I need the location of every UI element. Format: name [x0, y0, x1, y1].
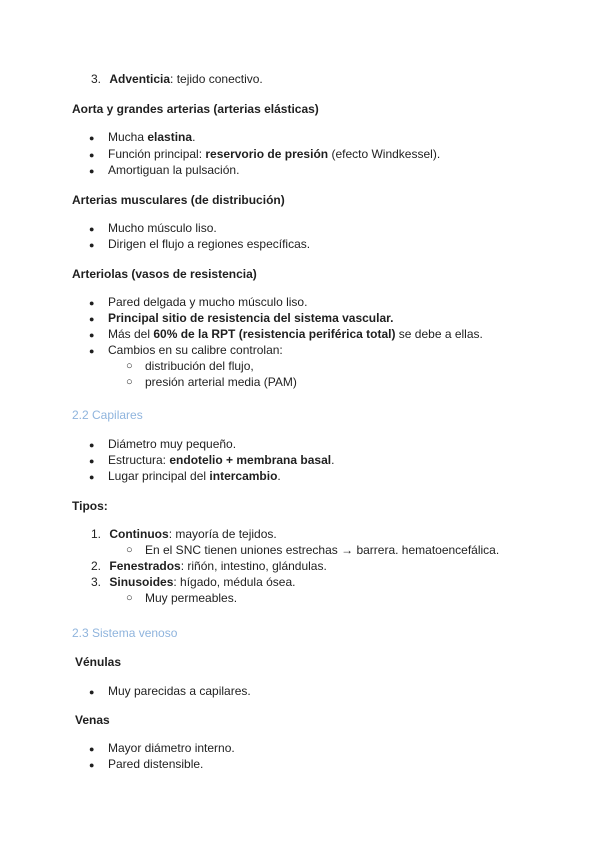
list-item: ● Dirigen el flujo a regiones específicas. — [89, 237, 311, 251]
bullet-icon: ● — [89, 240, 95, 250]
sub-list-item: ○ distribución del flujo, — [126, 359, 254, 373]
list-item-adventicia — [91, 72, 263, 86]
list-item: ● Pared delgada y mucho músculo liso. — [89, 295, 308, 309]
bullet-icon: ● — [89, 314, 95, 324]
list-item: ● Más del 60% de la RPT (resistencia periférica total) se debe a ellas. — [89, 327, 483, 341]
list-item: ● Mucho músculo liso. — [89, 221, 217, 235]
sub-list-item: ○ presión arterial media (PAM) — [126, 375, 297, 389]
item-text: : tejido conectivo. — [170, 72, 263, 86]
term-bold: Adventicia — [109, 72, 171, 86]
list-item: ● Mayor diámetro interno. — [89, 741, 235, 755]
section-heading-capilares: 2.2 Capilares — [72, 408, 143, 422]
heading-arteriolas: Arteriolas (vasos de resistencia) — [72, 267, 257, 281]
bullet-icon: ● — [89, 760, 95, 770]
sub-list-item: ○ En el SNC tienen uniones estrechas → barrera. hematoencefálica. — [126, 543, 500, 557]
heading-venulas: Vénulas — [75, 655, 122, 669]
sub-list-item: ○ Muy permeables. — [126, 591, 238, 605]
bullet-icon: ● — [89, 224, 95, 234]
list-item: ● Lugar principal del intercambio. — [89, 469, 281, 483]
heading-arterias-musculares: Arterias musculares (de distribución) — [72, 193, 285, 207]
list-item-continuos: 1. Continuos: mayoría de tejidos. — [91, 527, 277, 541]
list-item: ● Amortiguan la pulsación. — [89, 163, 240, 177]
list-item: ● Estructura: endotelio + membrana basal. — [89, 453, 335, 467]
bullet-icon: ● — [89, 440, 95, 450]
circle-bullet-icon: ○ — [126, 544, 133, 556]
list-item: ● Pared distensible. — [89, 757, 204, 771]
bullet-icon: ● — [89, 472, 95, 482]
bullet-icon: ● — [89, 744, 95, 754]
section-heading-sistema-venoso: 2.3 Sistema venoso — [72, 626, 178, 640]
bullet-icon: ● — [89, 456, 95, 466]
bullet-icon: ● — [89, 346, 95, 356]
list-item: ● Principal sitio de resistencia del sistema vascular. — [89, 311, 394, 325]
list-item: ● Diámetro muy pequeño. — [89, 437, 237, 451]
circle-bullet-icon: ○ — [126, 592, 133, 604]
bullet-icon: ● — [89, 150, 95, 160]
circle-bullet-icon: ○ — [126, 376, 133, 388]
list-item: ● Muy parecidas a capilares. — [89, 684, 251, 698]
bullet-icon: ● — [89, 330, 95, 340]
bullet-icon: ● — [89, 687, 95, 697]
list-item-fenestrados: 2. Fenestrados: riñón, intestino, glándulas. — [91, 559, 327, 573]
heading-aorta: Aorta y grandes arterias (arterias elásticas) — [72, 102, 319, 116]
list-item-sinusoides: 3. Sinusoides: hígado, médula ósea. — [91, 575, 296, 589]
heading-venas: Venas — [75, 713, 110, 727]
bullet-icon: ● — [89, 133, 95, 143]
list-item: ● Mucha elastina. — [89, 130, 196, 144]
bullet-icon: ● — [89, 298, 95, 308]
circle-bullet-icon: ○ — [126, 360, 133, 372]
bullet-icon: ● — [89, 166, 95, 176]
list-number: 3. — [91, 72, 102, 86]
list-item: ● Función principal: reservorio de presión (efecto Windkessel). — [89, 147, 441, 161]
heading-tipos: Tipos: — [72, 499, 108, 513]
list-item: ● Cambios en su calibre controlan: — [89, 343, 283, 357]
